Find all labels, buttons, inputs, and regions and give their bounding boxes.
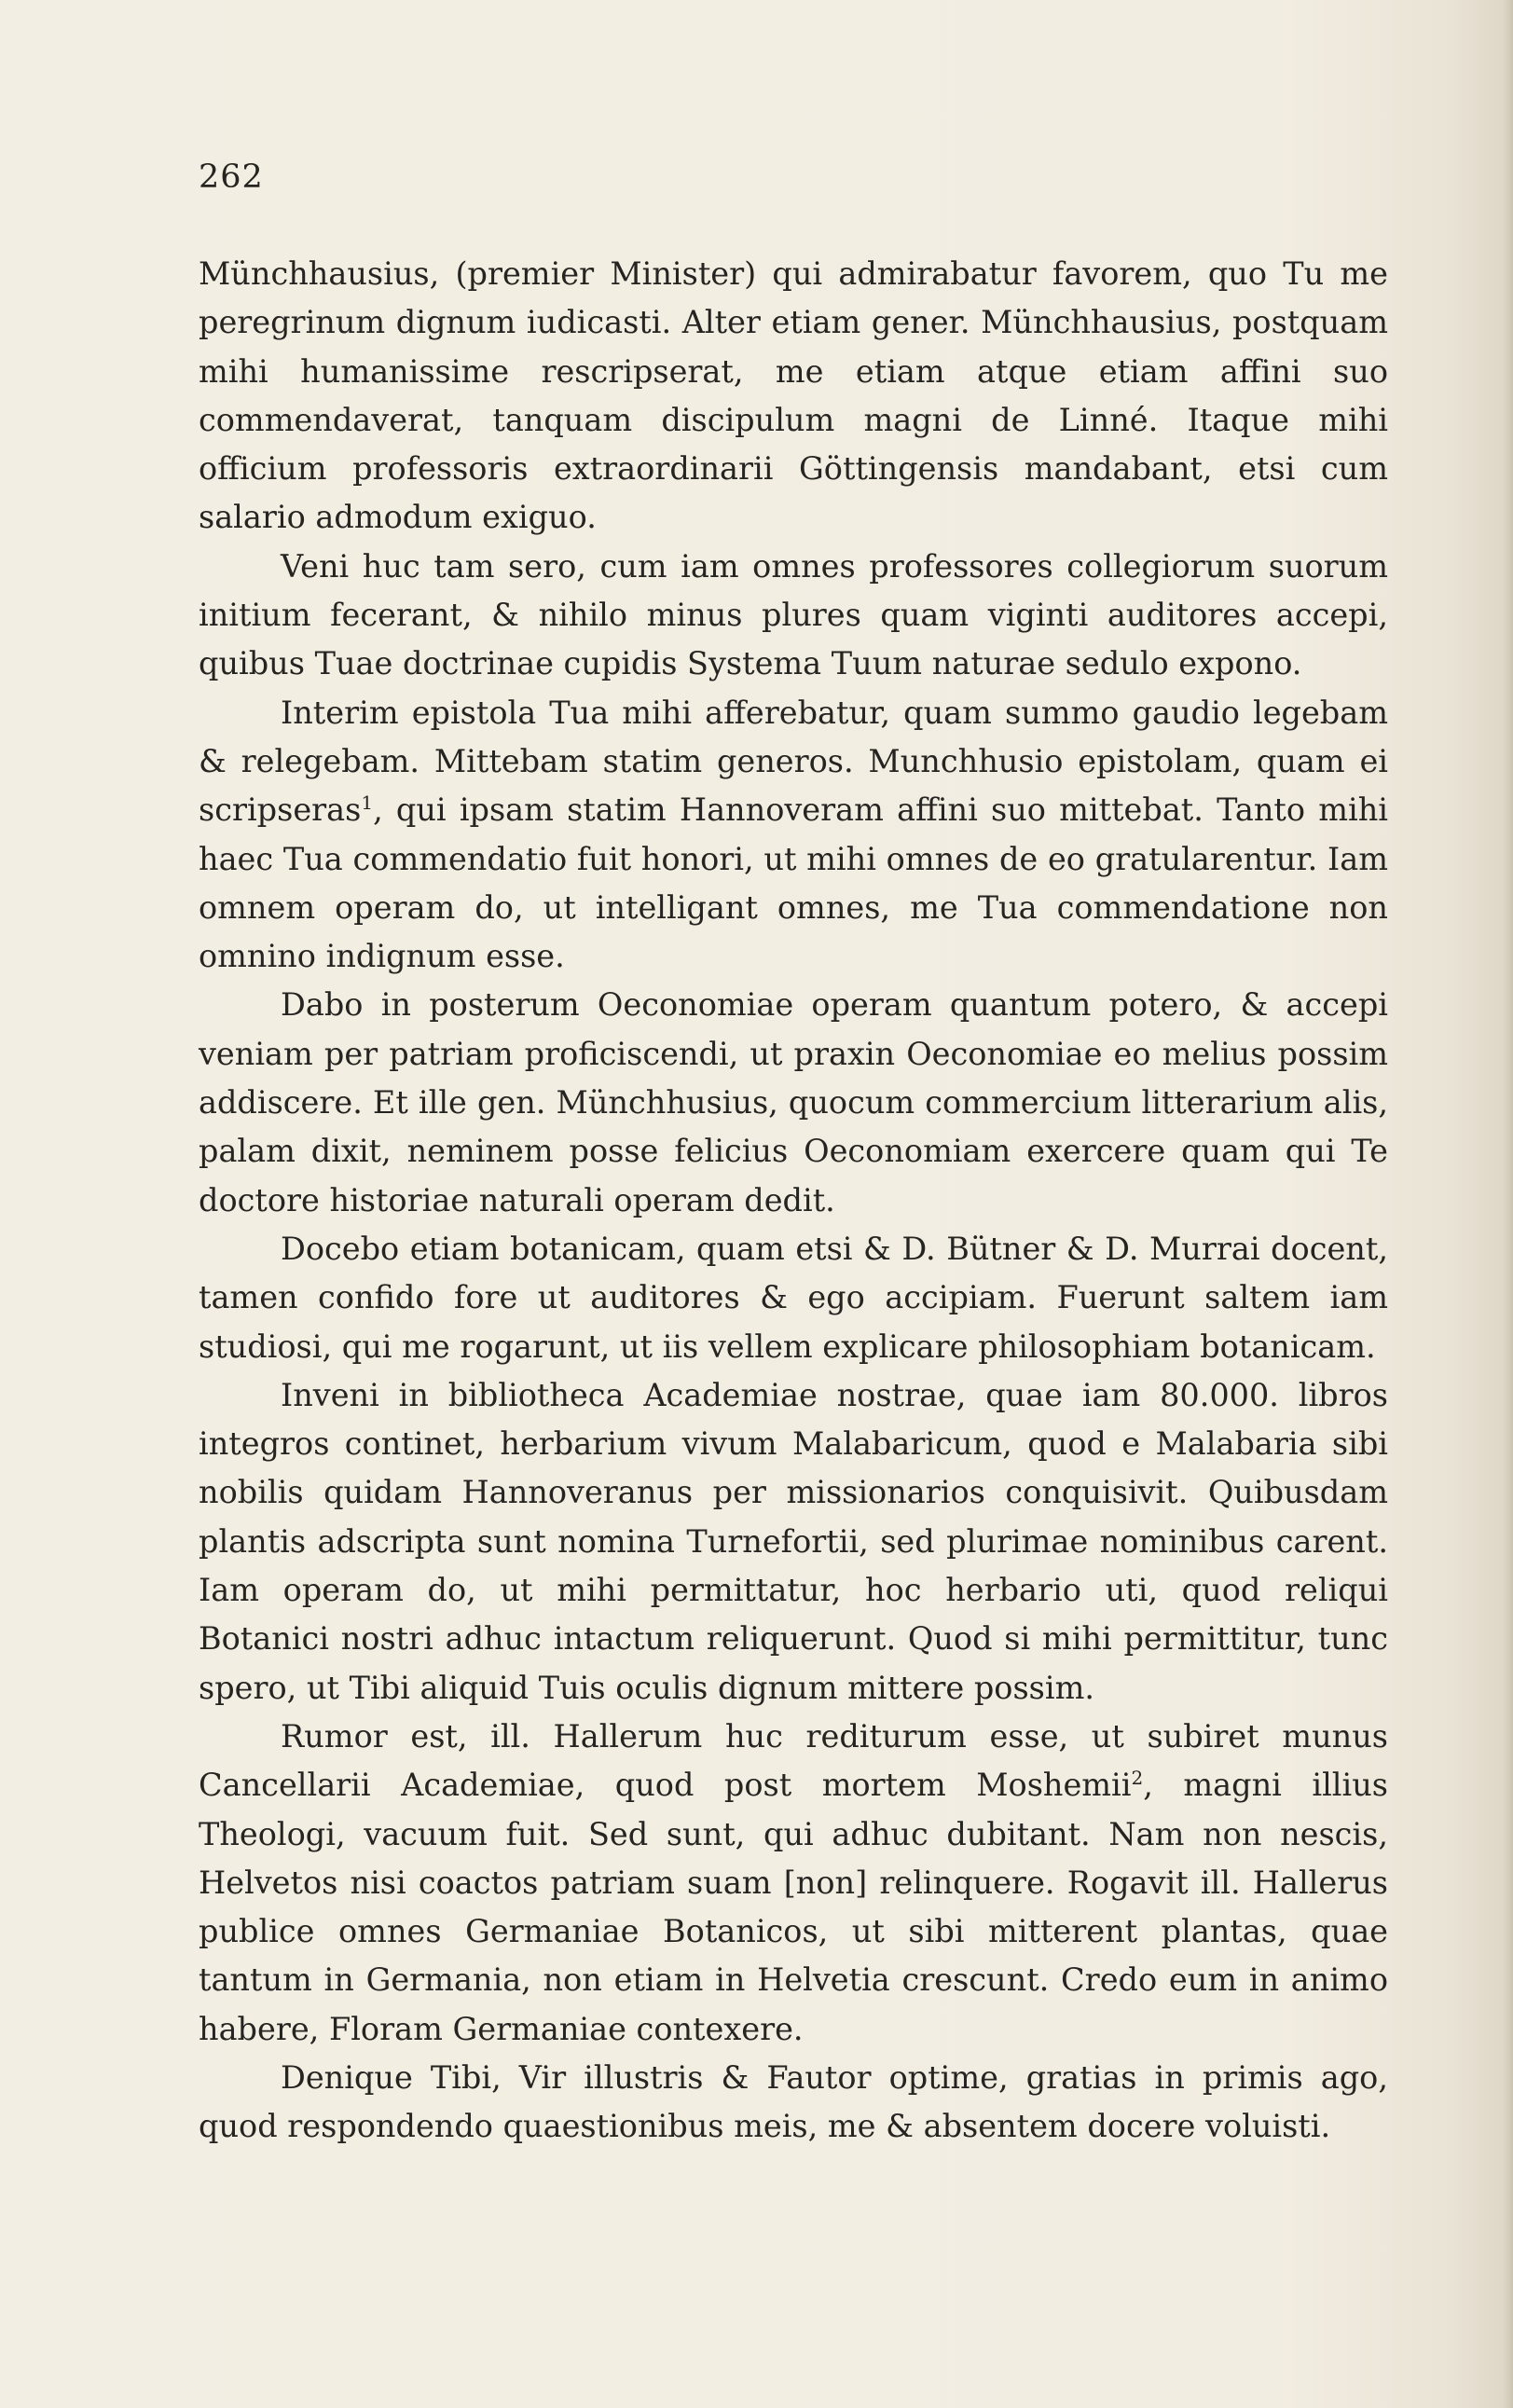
paragraph bbox=[199, 2054, 1388, 2152]
paragraph-text: Dabo in posterum Oeconomiae operam quantum potero, & accepi veniam per patriam proficiscendi, ut praxin Oeconomiae eo melius possim addiscere. Et ille gen. Münchhusius, quocum commercium litterarium alis, palam dixit, neminem posse felicius Oeconomiam exercere quam qui Te doctore historiae naturali operam dedit. bbox=[199, 986, 1388, 1218]
paragraph-text: Münchhausius, (premier Minister) qui admirabatur favorem, quo Tu me peregrinum dignum iudicasti. Alter etiam gener. Münchhausius, postquam mihi humanissime rescripserat, me etiam atque etiam affini suo commendaverat, tanquam discipulum magni de Linné. Itaque mihi officium professoris extraordinarii Göttingensis mandabant, etsi cum salario admodum exiguo. bbox=[199, 255, 1388, 536]
paragraph-text: Denique Tibi, Vir illustris & Fautor optime, gratias in primis ago, quod respondendo quaestionibus meis, me & absentem docere voluisti. bbox=[199, 2058, 1388, 2145]
paragraph-text: Docebo etiam botanicam, quam etsi & D. Bütner & D. Murrai docent, tamen confido fore ut auditores & ego accipiam. Fuerunt saltem iam studiosi, qui me rogarunt, ut iis vellem explicare philosophiam botanicam. bbox=[199, 1230, 1388, 1365]
paragraph-text: Rumor est, ill. Hallerum huc rediturum esse, ut subiret munus Cancellarii Academiae, quod post mortem Moshemii bbox=[199, 1717, 1388, 1804]
footnote-marker: 1 bbox=[361, 791, 374, 815]
paragraph-text: Inveni in bibliotheca Academiae nostrae, quae iam 80.000. libros integros continet, herbarium vivum Malabaricum, quod e Malabaria sibi nobilis quidam Hannoveranus per missionarios conquisivit. Quibusdam plantis adscripta sunt nomina Turnefortii, sed plurimae nominibus carent. Iam operam do, ut mihi permittatur, hoc herbario uti, quod reliqui Botanici nostri adhuc intactum reliquerunt. Quod si mihi permittitur, tunc spero, ut Tibi aliquid Tuis oculis dignum mittere possim. bbox=[199, 1376, 1388, 1706]
paragraph bbox=[199, 1371, 1388, 1713]
paragraph bbox=[199, 1713, 1388, 2054]
paragraph-text: , magni illius Theologi, vacuum fuit. Sed sunt, qui adhuc dubitant. Nam non nescis, Helvetos nisi coactos patriam suam [non] relinquere. Rogavit ill. Hallerus publice omnes Germaniae Botanicos, ut sibi mitterent plantas, quae tantum in Germania, non etiam in Helvetia crescunt. Credo eum in animo habere, Floram Germaniae contexere. bbox=[199, 1767, 1388, 2047]
paragraph-text: Veni huc tam sero, cum iam omnes professores collegiorum suorum initium fecerant, & nihilo minus plures quam viginti auditores accepi, quibus Tuae doctrinae cupidis Systema Tuum naturae sedulo expono. bbox=[199, 547, 1388, 682]
body-text bbox=[199, 250, 1388, 2152]
paragraph-text: , qui ipsam statim Hannoveram affini suo mittebat. Tanto mihi haec Tua commendatio fuit honori, ut mihi omnes de eo gratularentur. Iam omnem operam do, ut intelligant omnes, me Tua commendatione non omnino indignum esse. bbox=[199, 791, 1388, 975]
paragraph bbox=[199, 1225, 1388, 1371]
paragraph bbox=[199, 981, 1388, 1224]
paragraph bbox=[199, 543, 1388, 689]
paragraph bbox=[199, 689, 1388, 982]
footnote-marker: 2 bbox=[1131, 1767, 1144, 1790]
paragraph-text: Interim epistola Tua mihi afferebatur, quam summo gaudio legebam & relegebam. Mittebam statim generos. Munchhusio epistolam, quam ei scripseras bbox=[199, 694, 1388, 829]
page-number: 262 bbox=[199, 158, 264, 196]
paragraph bbox=[199, 250, 1388, 543]
page-edge-shadow bbox=[1504, 0, 1513, 2408]
